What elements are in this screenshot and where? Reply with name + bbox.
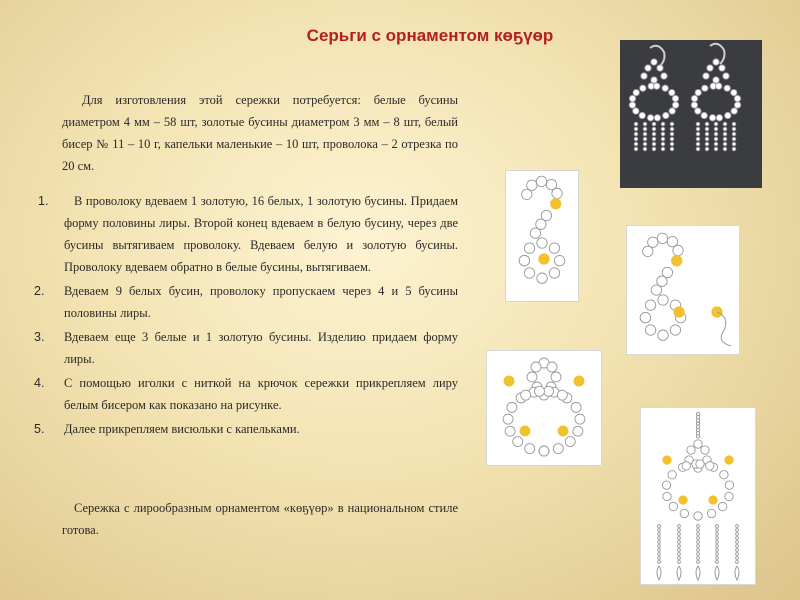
gold-bead — [672, 256, 682, 266]
white-bead — [640, 312, 650, 322]
white-bead — [701, 112, 707, 118]
white-bead — [652, 142, 656, 146]
white-bead — [663, 492, 671, 500]
white-bead — [723, 127, 727, 131]
white-bead — [696, 412, 699, 415]
white-bead — [662, 85, 668, 91]
white-bead — [725, 481, 733, 489]
white-bead — [678, 541, 681, 544]
white-bead — [705, 127, 709, 131]
white-bead — [645, 300, 655, 310]
white-bead — [678, 525, 681, 528]
white-bead — [697, 545, 700, 548]
white-bead — [536, 176, 546, 186]
white-bead — [678, 545, 681, 548]
white-bead — [629, 102, 635, 108]
white-bead — [661, 137, 665, 141]
white-bead — [658, 330, 668, 340]
diagram-step-2 — [626, 225, 740, 355]
white-bead — [716, 525, 719, 528]
white-bead — [691, 102, 697, 108]
gold-bead — [679, 496, 687, 504]
white-bead — [678, 549, 681, 552]
white-bead — [705, 122, 709, 126]
white-bead — [725, 492, 733, 500]
white-bead — [670, 137, 674, 141]
white-bead — [723, 147, 727, 151]
white-bead — [640, 85, 646, 91]
white-bead — [670, 147, 674, 151]
white-bead — [537, 273, 547, 283]
white-bead — [521, 390, 531, 400]
white-bead — [658, 537, 661, 540]
white-bead — [553, 444, 563, 454]
white-bead — [716, 533, 719, 536]
white-bead — [670, 132, 674, 136]
white-bead — [716, 115, 722, 121]
white-bead — [723, 132, 727, 136]
white-bead — [652, 127, 656, 131]
white-bead — [658, 541, 661, 544]
white-bead — [697, 553, 700, 556]
step-number: 5. — [34, 422, 45, 436]
list-item — [30, 190, 458, 278]
list-item — [30, 326, 458, 370]
white-bead — [657, 233, 667, 243]
white-bead — [678, 533, 681, 536]
white-bead — [658, 295, 668, 305]
gold-bead — [725, 456, 733, 464]
white-bead — [652, 147, 656, 151]
white-bead — [719, 65, 725, 71]
white-bead — [634, 142, 638, 146]
gold-bead — [674, 307, 684, 317]
white-bead — [703, 73, 709, 79]
white-bead — [695, 89, 701, 95]
white-bead — [714, 137, 718, 141]
white-bead — [648, 237, 658, 247]
white-bead — [678, 553, 681, 556]
diagram-step-1 — [505, 170, 579, 302]
white-bead — [669, 502, 677, 510]
white-bead — [643, 122, 647, 126]
white-bead — [524, 243, 534, 253]
white-bead — [661, 132, 665, 136]
step-text: Далее прикрепляем висюльки с капельками. — [64, 422, 300, 436]
white-bead — [641, 73, 647, 79]
white-bead — [662, 481, 670, 489]
drop-bead — [715, 566, 719, 580]
white-bead — [661, 73, 667, 79]
white-bead — [547, 362, 557, 372]
white-bead — [696, 416, 699, 419]
white-bead — [651, 59, 657, 65]
white-bead — [639, 112, 645, 118]
page-title: Серьги с орнаментом көҕүөр — [306, 26, 554, 45]
white-bead — [713, 77, 719, 83]
gold-bead — [663, 456, 671, 464]
white-bead — [661, 147, 665, 151]
white-bead — [716, 549, 719, 552]
white-bead — [530, 228, 540, 238]
gold-bead — [709, 496, 717, 504]
white-bead — [697, 557, 700, 560]
step-number: 4. — [34, 376, 45, 390]
white-bead — [672, 95, 678, 101]
white-bead — [716, 537, 719, 540]
drop-bead — [735, 566, 739, 580]
white-bead — [732, 147, 736, 151]
white-bead — [697, 541, 700, 544]
white-bead — [507, 402, 517, 412]
white-bead — [633, 108, 639, 114]
steps-list — [30, 190, 458, 442]
list-item — [30, 280, 458, 324]
white-bead — [696, 142, 700, 146]
white-bead — [697, 537, 700, 540]
diagram-step-3 — [486, 350, 602, 466]
white-bead — [643, 246, 653, 256]
white-bead — [696, 147, 700, 151]
white-bead — [714, 127, 718, 131]
white-bead — [716, 561, 719, 564]
white-bead — [716, 529, 719, 532]
white-bead — [697, 549, 700, 552]
white-bead — [573, 426, 583, 436]
step-text: Вдеваем 9 белых бусин, проволоку пропускаем через 4 и 5 бусины половины лиры. — [64, 284, 458, 320]
step-text: В проволоку вдеваем 1 золотую, 16 белых, 1 золотую бусины. Придаем форму половины лиры. Второй конец вдеваем в белую бусину, через две бусины вытягиваем проволоку. Вдеваем белую и золотую бусины. Проволоку вдеваем обратно в белые бусины, вытягиваем. — [64, 194, 458, 274]
white-bead — [519, 255, 529, 265]
white-bead — [695, 108, 701, 114]
white-bead — [651, 285, 661, 295]
white-bead — [539, 446, 549, 456]
white-bead — [673, 245, 683, 255]
white-bead — [554, 255, 564, 265]
diagram-step-4 — [640, 407, 756, 585]
white-bead — [705, 147, 709, 151]
white-bead — [706, 462, 714, 470]
earrings-photo — [620, 40, 762, 188]
white-bead — [696, 127, 700, 131]
white-bead — [736, 557, 739, 560]
white-bead — [669, 89, 675, 95]
white-bead — [696, 435, 699, 438]
white-bead — [697, 525, 700, 528]
white-bead — [634, 122, 638, 126]
white-bead — [736, 561, 739, 564]
white-bead — [678, 557, 681, 560]
white-bead — [736, 553, 739, 556]
white-bead — [670, 325, 680, 335]
white-bead — [658, 533, 661, 536]
white-bead — [505, 426, 515, 436]
white-bead — [678, 561, 681, 564]
white-bead — [658, 529, 661, 532]
white-bead — [670, 122, 674, 126]
white-bead — [709, 115, 715, 121]
white-bead — [736, 533, 739, 536]
white-bead — [716, 553, 719, 556]
white-bead — [701, 446, 709, 454]
white-bead — [643, 137, 647, 141]
white-bead — [503, 414, 513, 424]
step-text: С помощью иголки с ниткой на крючок сережки прикрепляем лиру белым бисером как показано на рисунке. — [64, 376, 458, 412]
white-bead — [652, 137, 656, 141]
white-bead — [731, 108, 737, 114]
white-bead — [668, 471, 676, 479]
white-bead — [552, 188, 562, 198]
white-bead — [669, 108, 675, 114]
gold-bead — [558, 426, 568, 436]
white-bead — [736, 525, 739, 528]
white-bead — [633, 89, 639, 95]
white-bead — [696, 137, 700, 141]
white-bead — [534, 386, 544, 396]
white-bead — [643, 132, 647, 136]
white-bead — [702, 85, 708, 91]
white-bead — [716, 557, 719, 560]
white-bead — [696, 419, 699, 422]
white-bead — [658, 557, 661, 560]
gold-bead — [520, 426, 530, 436]
white-bead — [645, 325, 655, 335]
white-bead — [713, 59, 719, 65]
white-bead — [670, 142, 674, 146]
white-bead — [643, 127, 647, 131]
white-bead — [694, 512, 702, 520]
white-bead — [551, 372, 561, 382]
white-bead — [629, 95, 635, 101]
drop-bead — [657, 566, 661, 580]
list-item — [30, 418, 458, 440]
white-bead — [661, 127, 665, 131]
white-bead — [549, 268, 559, 278]
white-bead — [736, 549, 739, 552]
intro-paragraph: Для изготовления этой сережки потребуется: белые бусины диаметром 4 мм – 58 шт, золотые бусины диаметром 3 мм – 8 шт, белый бисер № 11 – 10 г, капельки маленькие – 10 шт, проволока – 2 отрезка по 20 см. — [62, 93, 458, 173]
white-bead — [716, 545, 719, 548]
white-bead — [734, 95, 740, 101]
white-bead — [723, 142, 727, 146]
white-bead — [524, 268, 534, 278]
white-bead — [697, 529, 700, 532]
white-bead — [658, 553, 661, 556]
white-bead — [723, 137, 727, 141]
white-bead — [652, 122, 656, 126]
white-bead — [723, 73, 729, 79]
white-bead — [705, 137, 709, 141]
white-bead — [732, 142, 736, 146]
white-bead — [725, 112, 731, 118]
white-bead — [670, 127, 674, 131]
white-bead — [647, 115, 653, 121]
white-bead — [634, 132, 638, 136]
white-bead — [661, 142, 665, 146]
white-bead — [687, 446, 695, 454]
white-bead — [678, 537, 681, 540]
white-bead — [565, 437, 575, 447]
step-number: 2. — [34, 284, 45, 298]
white-bead — [696, 422, 699, 425]
drop-bead — [696, 566, 700, 580]
white-bead — [663, 112, 669, 118]
white-bead — [696, 122, 700, 126]
white-bead — [658, 545, 661, 548]
white-bead — [723, 122, 727, 126]
white-bead — [697, 561, 700, 564]
white-bead — [643, 147, 647, 151]
final-paragraph: Сережка с лирообразным орнаментом «көҕүөр» в национальном стиле готова. — [62, 501, 458, 537]
white-bead — [736, 541, 739, 544]
drop-bead — [677, 566, 681, 580]
white-bead — [731, 89, 737, 95]
white-bead — [736, 545, 739, 548]
white-bead — [714, 122, 718, 126]
white-bead — [525, 444, 535, 454]
step-number: 3. — [34, 330, 45, 344]
white-bead — [527, 180, 537, 190]
white-bead — [696, 428, 699, 431]
white-bead — [696, 432, 699, 435]
white-bead — [634, 137, 638, 141]
white-bead — [531, 362, 541, 372]
white-bead — [732, 132, 736, 136]
white-bead — [658, 525, 661, 528]
white-bead — [732, 127, 736, 131]
white-bead — [544, 386, 554, 396]
white-bead — [694, 440, 702, 448]
gold-bead — [539, 254, 549, 264]
white-bead — [714, 132, 718, 136]
white-bead — [672, 102, 678, 108]
white-bead — [714, 142, 718, 146]
gold-bead — [504, 376, 514, 386]
white-bead — [697, 533, 700, 536]
white-bead — [691, 95, 697, 101]
white-bead — [571, 402, 581, 412]
white-bead — [652, 132, 656, 136]
white-bead — [707, 65, 713, 71]
step-text: Вдеваем еще 3 белые и 1 золотую бусины. Изделию придаем форму лиры. — [64, 330, 458, 366]
white-bead — [682, 462, 690, 470]
white-bead — [658, 549, 661, 552]
white-bead — [634, 147, 638, 151]
white-bead — [658, 561, 661, 564]
white-bead — [716, 83, 722, 89]
white-bead — [643, 142, 647, 146]
white-bead — [657, 65, 663, 71]
white-bead — [720, 471, 728, 479]
white-bead — [736, 529, 739, 532]
white-bead — [734, 102, 740, 108]
white-bead — [705, 132, 709, 136]
white-bead — [724, 85, 730, 91]
white-bead — [645, 65, 651, 71]
list-item — [30, 372, 458, 416]
white-bead — [651, 77, 657, 83]
white-bead — [696, 132, 700, 136]
white-bead — [557, 390, 567, 400]
white-bead — [716, 541, 719, 544]
white-bead — [527, 372, 537, 382]
white-bead — [707, 509, 715, 517]
white-bead — [718, 502, 726, 510]
white-bead — [678, 529, 681, 532]
gold-bead — [551, 199, 561, 209]
white-bead — [696, 425, 699, 428]
white-bead — [714, 147, 718, 151]
white-bead — [661, 122, 665, 126]
white-bead — [705, 142, 709, 146]
white-bead — [549, 243, 559, 253]
step-number: 1. — [38, 194, 49, 208]
gold-bead — [574, 376, 584, 386]
white-bead — [680, 509, 688, 517]
white-bead — [736, 537, 739, 540]
white-bead — [522, 189, 532, 199]
white-bead — [634, 127, 638, 131]
white-bead — [513, 437, 523, 447]
white-bead — [537, 238, 547, 248]
white-bead — [732, 122, 736, 126]
white-bead — [732, 137, 736, 141]
white-bead — [696, 460, 704, 468]
white-bead — [654, 115, 660, 121]
white-bead — [654, 83, 660, 89]
white-bead — [575, 414, 585, 424]
